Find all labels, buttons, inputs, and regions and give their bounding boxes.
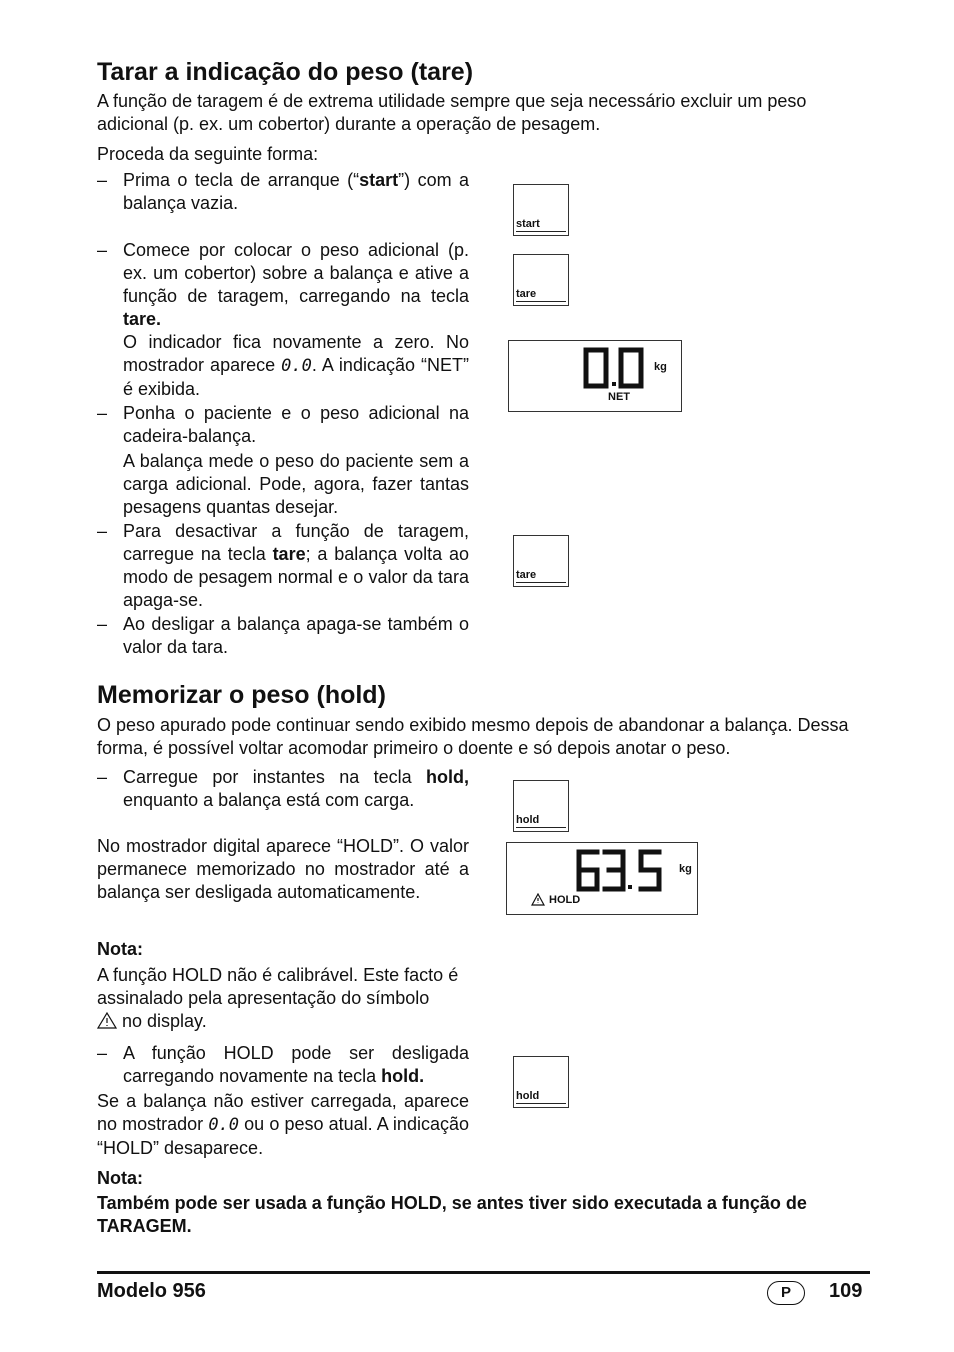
tare-key-2-label: tare — [516, 569, 537, 581]
display-net-unit: kg — [654, 361, 667, 373]
start-key-label: start — [516, 218, 540, 230]
display-hold — [506, 842, 698, 915]
warning-triangle-icon — [97, 1012, 117, 1029]
hold-para-2: Se a balança não estiver carregada, aparece no mostrador 0.0 ou o peso atual. A indicação “HOLD” desaparece. — [97, 1091, 469, 1158]
tare-step-3-detail: A balança mede o peso do paciente sem a carga adicional. Pode, agora, fazer tantas pesagens quantas desejar. — [123, 451, 469, 517]
tare-step-2: – Comece por colocar o peso adicional (p. ex. um cobertor) sobre a balança e ative a função de taragem, carregando na tecla tare. — [97, 240, 469, 329]
hold-step-1: – Carregue por instantes na tecla hold, enquanto a balança está com carga. — [97, 767, 469, 810]
inline-zero-readout: 0.0 — [281, 356, 312, 376]
nota-1-label: Nota: — [97, 939, 143, 959]
tare-intro: A função de taragem é de extrema utilidade sempre que seja necessário excluir um peso adicional (p. ex. um cobertor) durante a operação de pesagem. — [97, 91, 807, 134]
tare-proceed: Proceda da seguinte forma: — [97, 144, 319, 164]
nota-1-text: A função HOLD não é calibrável. Este facto é assinalado pela apresentação do símbolo no display. — [97, 965, 459, 1031]
hold-step-2: – A função HOLD pode ser desligada carregando novamente na tecla hold. — [97, 1043, 469, 1086]
display-hold-unit: kg — [679, 863, 692, 875]
page-number: 109 — [829, 1280, 863, 1302]
display-hold-value-graphic — [575, 847, 673, 895]
section-title-tare: Tarar a indicação do peso (tare) — [97, 58, 474, 86]
nota-2-text: Também pode ser usada a função HOLD, se antes tiver sido executada a função de TARAGEM. — [97, 1193, 807, 1236]
hold-indicator: HOLD — [549, 894, 581, 906]
tare-step-1: – Prima o tecla de arranque (“start”) com a balança vazia. — [97, 170, 469, 213]
inline-zero-readout-2: 0.0 — [208, 1115, 240, 1135]
language-badge: P — [767, 1281, 805, 1305]
start-key[interactable] — [513, 184, 569, 236]
hold-key-label: hold — [516, 814, 540, 826]
tare-step-4: – Para desactivar a função de taragem, carregue na tecla tare; a balança volta ao modo de pesagem normal e o valor da tara apaga-se. — [97, 521, 469, 610]
tare-step-5: – Ao desligar a balança apaga-se também o valor da tara. — [97, 614, 469, 657]
hold-key-2-label: hold — [516, 1090, 540, 1102]
tare-step-3: – Ponha o paciente e o peso adicional na cadeira-balança. — [97, 403, 469, 446]
footer-rule — [97, 1271, 870, 1274]
hold-para-1: No mostrador digital aparece “HOLD”. O valor permanece memorizado no mostrador até a balança ser desligada automaticamente. — [97, 836, 469, 902]
tare-key[interactable] — [513, 254, 569, 306]
hold-key-2[interactable] — [513, 1056, 569, 1108]
section-title-hold: Memorizar o peso (hold) — [97, 681, 386, 709]
display-net — [508, 340, 682, 412]
warning-triangle-icon — [531, 893, 545, 906]
nota-2-label: Nota: — [97, 1168, 143, 1188]
tare-key-label: tare — [516, 288, 537, 300]
tare-step-2-result: O indicador fica novamente a zero. No mostrador aparece 0.0. A indicação “NET” é exibida. — [123, 332, 469, 399]
hold-intro: O peso apurado pode continuar sendo exibido mesmo depois de abandonar a balança. Dessa forma, é possível voltar acomodar primeiro o doente e só depois anotar o peso. — [97, 715, 849, 758]
net-indicator: NET — [608, 391, 630, 403]
tare-key-2[interactable] — [513, 535, 569, 587]
footer-model: Modelo 956 — [97, 1280, 206, 1302]
hold-key[interactable] — [513, 780, 569, 832]
display-net-value-graphic — [581, 345, 651, 391]
